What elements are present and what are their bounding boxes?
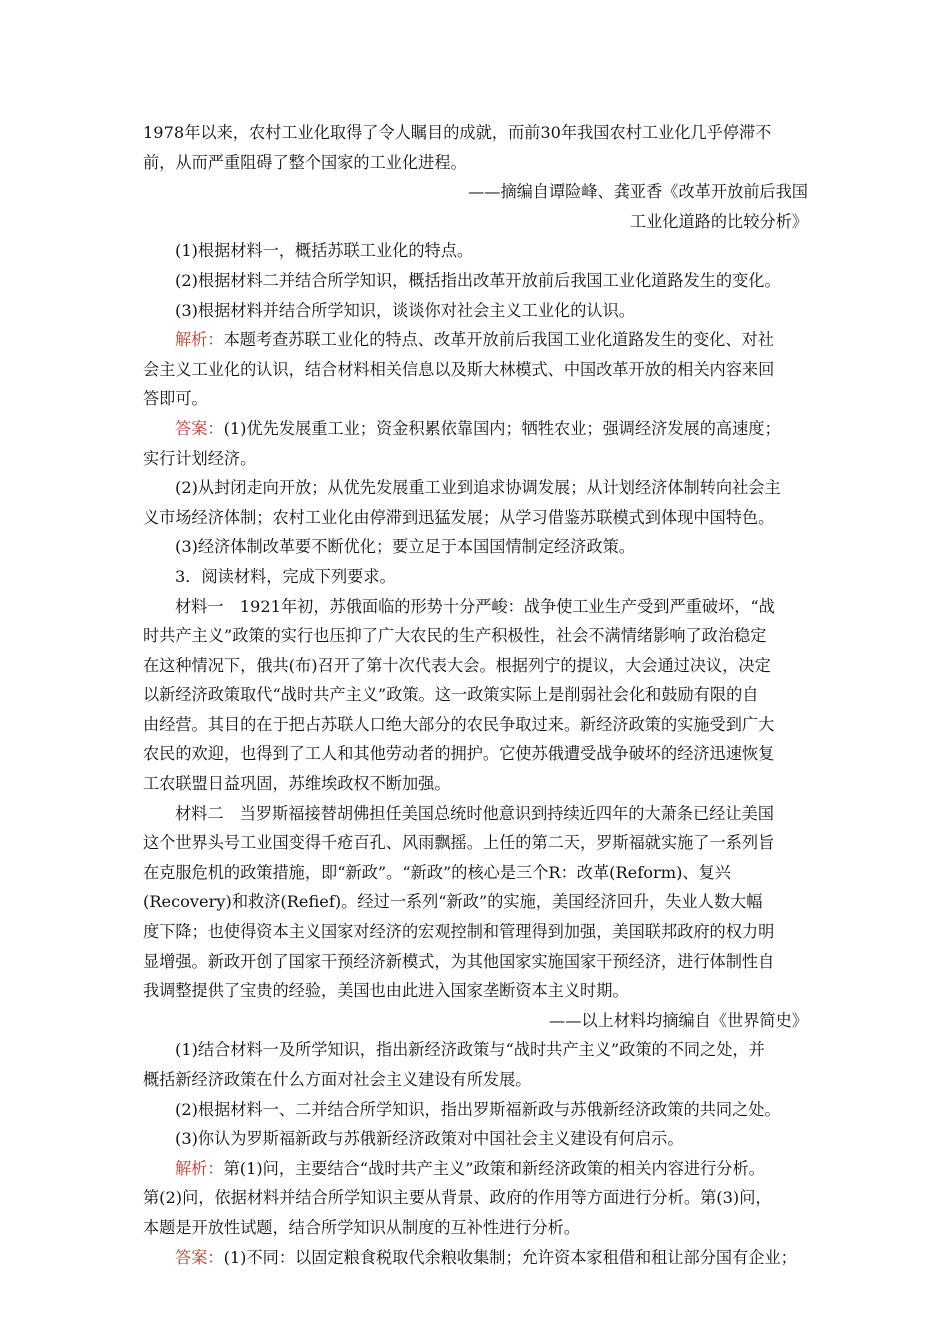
text-line: 会主义工业化的认识，结合材料相关信息以及斯大林模式、中国改革开放的相关内容来回 xyxy=(143,359,775,379)
text-line: 答即可。 xyxy=(143,389,208,409)
text-line: 农民的欢迎，也得到了工人和其他劳动者的拥护。它使苏俄遭受战争破坏的经济迅速恢复 xyxy=(143,744,775,764)
text-line: 由经营。其目的在于把占苏联人口绝大部分的农民争取过来。新经济政策的实施受到广大 xyxy=(143,714,775,734)
analysis-text: 第(1)问，主要结合“战时共产主义”政策和新经济政策的相关内容进行分析。 xyxy=(223,1158,765,1178)
text-line: 1978年以来，农村工业化取得了令人瞩目的成就，而前30年我国农村工业化几乎停滞不 xyxy=(143,123,772,142)
analysis-text: 本题考查苏联工业化的特点、改革开放前后我国工业化道路发生的变化、对社 xyxy=(223,330,774,350)
text-line: (Recovery)和救济(Refief)。经过一系列“新政”的实施，美国经济回升，失业人数大幅 xyxy=(143,892,763,912)
text-line: 在这种情况下，俄共(布)召开了第十次代表大会。根据列宁的提议，大会通过决议，决定 xyxy=(143,655,771,675)
text-line: 概括新经济政策在什么方面对社会主义建设有所发展。 xyxy=(143,1070,532,1089)
text-line: 第(2)问，依据材料并结合所学知识主要从背景、政府的作用等方面进行分析。第(3)问， xyxy=(143,1188,772,1208)
question-line: (3)你认为罗斯福新政与苏俄新经济政策对中国社会主义建设有何启示。 xyxy=(175,1129,684,1149)
answer-line: (2)从封闭走向开放；从优先发展重工业到追求协调发展；从计划经济体制转向社会主 xyxy=(175,478,781,498)
answer-label: 答案： xyxy=(175,418,224,438)
answer-text: (1)优先发展重工业；资金积累依靠国内；牺牲农业；强调经济发展的高速度； xyxy=(223,418,781,438)
text-line: 在克服危机的政策措施，即“新政”。“新政”的核心是三个R：改革(Reform)、复兴 xyxy=(143,862,731,882)
analysis-line xyxy=(143,1154,808,1184)
text-line: 本题是开放性试题，结合所学知识从制度的互补性进行分析。 xyxy=(143,1217,581,1237)
document-page xyxy=(143,118,808,1272)
text-line: 度下降；也使得资本主义国家对经济的宏观控制和管理得到加强，美国联邦政府的权力明 xyxy=(143,922,775,942)
text-line: 实行计划经济。 xyxy=(143,448,257,468)
analysis-line xyxy=(143,325,808,355)
answer-line xyxy=(143,1243,808,1273)
text-line: 工农联盟日益巩固，苏维埃政权不断加强。 xyxy=(143,774,451,794)
answer-label: 答案： xyxy=(175,1247,224,1267)
answer-text: (1)不同：以固定粮食税取代余粮收集制；允许资本家租借和租让部分国有企业； xyxy=(223,1247,797,1267)
material-line: 材料一 1921年初，苏俄面临的形势十分严峻：战争使工业生产受到严重破坏，“战 xyxy=(175,596,775,616)
text-line: 以新经济政策取代“战时共产主义”政策。这一政策实际上是削弱社会化和鼓励有限的自 xyxy=(143,685,759,705)
answer-line xyxy=(143,414,808,444)
text-line: 显增强。新政开创了国家干预经济新模式，为其他国家实施国家干预经济，进行体制性自 xyxy=(143,951,775,971)
analysis-label: 解析： xyxy=(175,330,224,350)
text-line: 这个世界头号工业国变得千疮百孔、风雨飘摇。上任的第二天，罗斯福就实施了一系列旨 xyxy=(143,833,775,853)
citation-line: ——以上材料均摘编自《世界简史》 xyxy=(549,1010,808,1030)
text-line: 我调整提供了宝贵的经验，美国也由此进入国家垄断资本主义时期。 xyxy=(143,981,629,1001)
text-line: 时共产主义”政策的实行也压抑了广大农民的生产积极性，社会不满情绪影响了政治稳定 xyxy=(143,626,767,646)
question-line: (3)根据材料并结合所学知识，谈谈你对社会主义工业化的认识。 xyxy=(175,300,635,320)
citation-line: ——摘编自谭险峰、龚亚香《改革开放前后我国 xyxy=(468,182,808,202)
text-line: 义市场经济体制；农村工业化由停滞到迅猛发展；从学习借鉴苏联模式到体现中国特色。 xyxy=(143,507,775,527)
question-line: (1)结合材料一及所学知识，指出新经济政策与“战时共产主义”政策的不同之处，并 xyxy=(175,1040,765,1060)
material-line: 材料二 当罗斯福接替胡佛担任美国总统时他意识到持续近四年的大萧条已经让美国 xyxy=(175,803,774,823)
analysis-label: 解析： xyxy=(175,1158,224,1178)
text-line: 前，从而严重阻碍了整个国家的工业化进程。 xyxy=(143,152,467,172)
question-heading: 3．阅读材料，完成下列要求。 xyxy=(175,566,396,586)
answer-line: (3)经济体制改革要不断优化；要立足于本国国情制定经济政策。 xyxy=(175,537,635,557)
citation-line: 工业化道路的比较分析》 xyxy=(629,211,808,231)
question-line: (2)根据材料一、二并结合所学知识，指出罗斯福新政与苏俄新经济政策的共同之处。 xyxy=(175,1099,781,1119)
question-line: (1)根据材料一，概括苏联工业化的特点。 xyxy=(175,241,474,261)
question-line: (2)根据材料二并结合所学知识，概括指出改革开放前后我国工业化道路发生的变化。 xyxy=(175,270,781,290)
